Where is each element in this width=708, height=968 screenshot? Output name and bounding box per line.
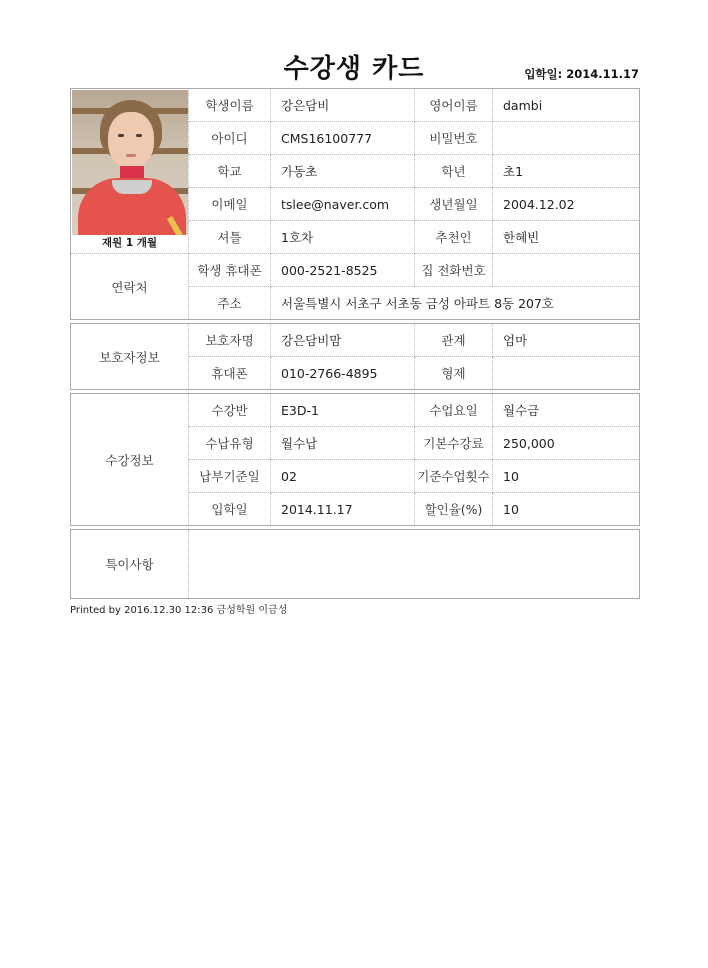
base-fee-label: 기본수강료 (415, 427, 493, 460)
user-id-label: 아이디 (189, 122, 271, 155)
course-info-table (70, 393, 640, 526)
student-name-label: 학생이름 (189, 89, 271, 122)
english-name: dambi (493, 89, 640, 122)
home-phone (493, 254, 640, 287)
page-title: 수강생 카드 (283, 54, 425, 84)
student-photo (72, 90, 188, 235)
enroll-date-label: 입학일 (189, 493, 271, 526)
birthdate: 2004.12.02 (493, 188, 640, 221)
guardian-phone: 010-2766-4895 (271, 357, 415, 390)
user-id: CMS16100777 (271, 122, 415, 155)
notes-section-label: 특이사항 (71, 530, 189, 599)
photo-cell (71, 89, 189, 254)
student-info-table (70, 88, 640, 320)
notes-content (189, 530, 640, 599)
password-label: 비밀번호 (415, 122, 493, 155)
class-count: 10 (493, 460, 640, 493)
shuttle-label: 셔틀 (189, 221, 271, 254)
shuttle: 1호차 (271, 221, 415, 254)
grade: 초1 (493, 155, 640, 188)
payment-day-label: 납부기준일 (189, 460, 271, 493)
payment-type-label: 수납유형 (189, 427, 271, 460)
guardian-name-label: 보호자명 (189, 324, 271, 357)
enrollment-duration: 재원 1 개월 (101, 237, 158, 249)
payment-type: 월수납 (271, 427, 415, 460)
guardian-name: 강은담비맘 (271, 324, 415, 357)
referrer-label: 추천인 (415, 221, 493, 254)
notes-table (70, 529, 640, 599)
referrer: 한혜빈 (493, 221, 640, 254)
enroll-date: 2014.11.17 (271, 493, 415, 526)
student-name: 강은담비 (271, 89, 415, 122)
student-mobile: 000-2521-8525 (271, 254, 415, 287)
address: 서울특별시 서초구 서초동 금성 아파트 8동 207호 (281, 296, 555, 311)
guardian-info-table (70, 323, 640, 390)
class-days-label: 수업요일 (415, 394, 493, 427)
printed-by-footer: Printed by 2016.12.30 12:36 금성학원 이금성 (70, 605, 288, 616)
relation-label: 관계 (415, 324, 493, 357)
email: tslee@naver.com (271, 188, 415, 221)
home-phone-label: 집 전화번호 (415, 254, 493, 287)
enroll-date-header: 입학일: 2014.11.17 (524, 67, 639, 81)
course-section-label: 수강정보 (71, 394, 189, 526)
school: 가동초 (271, 155, 415, 188)
discount: 10 (503, 501, 519, 517)
discount-label: 할인율(%) (415, 493, 493, 526)
school-label: 학교 (189, 155, 271, 188)
relation: 엄마 (493, 324, 640, 357)
address-label: 주소 (189, 287, 271, 320)
contact-section-label: 연락처 (71, 254, 189, 320)
english-name-label: 영어이름 (415, 89, 493, 122)
sibling-label: 형제 (415, 357, 493, 390)
password (493, 122, 640, 155)
guardian-section-label: 보호자정보 (71, 324, 189, 390)
email-label: 이메일 (189, 188, 271, 221)
class-days: 월수금 (493, 394, 640, 427)
class-count-label: 기준수업횟수 (415, 460, 493, 493)
class: E3D-1 (271, 394, 415, 427)
birthdate-label: 생년월일 (415, 188, 493, 221)
grade-label: 학년 (415, 155, 493, 188)
student-mobile-label: 학생 휴대폰 (189, 254, 271, 287)
base-fee: 250,000 (493, 427, 640, 460)
class-label: 수강반 (189, 394, 271, 427)
payment-day: 02 (271, 460, 415, 493)
sibling (493, 357, 640, 390)
guardian-phone-label: 휴대폰 (189, 357, 271, 390)
